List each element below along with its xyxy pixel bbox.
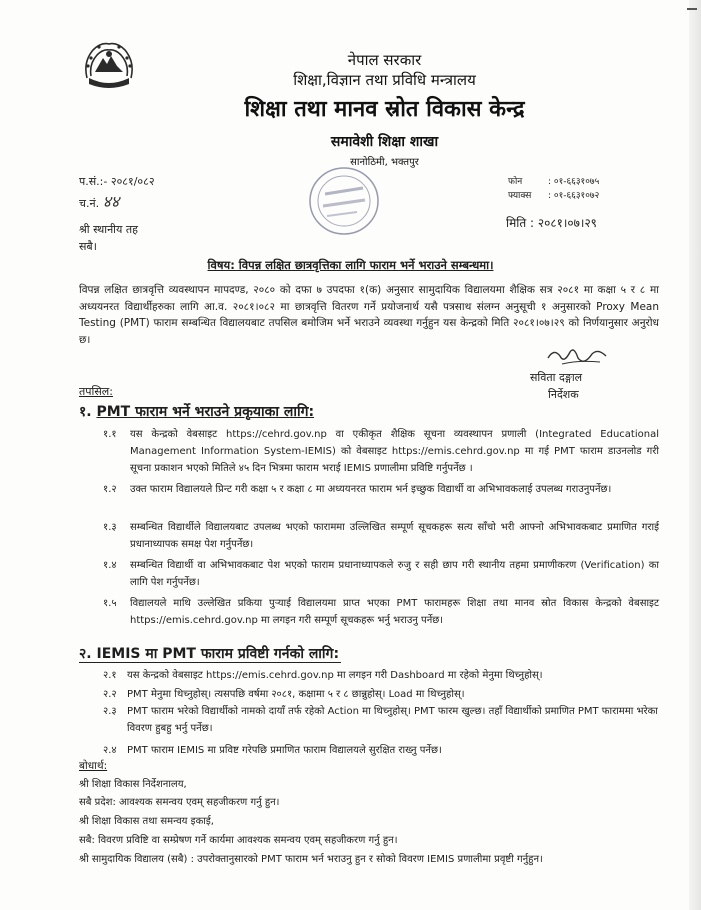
item-text: विद्यालयले माथि उल्लेखित प्रकिया पुऱ्याई विद्यालयमा प्राप्त भएका PMT फारामहरू शिक्षा तथा मानव स्रोत विकास केन्द्रको वेबसाइट https://emis.cehrd.gov.np मा लगइन गरी सम्पूर्ण सूचकहरू भर्नु भराउनु पर्नेछ।	[130, 598, 659, 626]
signatory-title: निर्देशक	[548, 388, 579, 401]
cc-label: बोधार्थ:	[79, 760, 108, 772]
dispatch-number: ४४	[102, 192, 120, 211]
signature-icon	[544, 344, 610, 370]
recipient-line-1: श्री स्थानीय तह	[79, 223, 139, 236]
fax-label: फ्याक्स	[508, 191, 532, 201]
item-number: १.४	[103, 560, 117, 571]
letter-date: मिति : २०८१।०७।२९	[506, 216, 597, 230]
list-item	[103, 667, 663, 684]
subject-line: विषय: विपन्न लक्षित छात्रवृत्तिका लागि फाराम भर्ने भराउने सम्बन्धमा।	[207, 258, 494, 272]
phone-label: फोन	[508, 177, 523, 187]
cc-line: श्री शिक्षा विकास तथा समन्वय इकाई,	[79, 816, 214, 827]
list-item	[103, 703, 663, 737]
fax-value: : ०१-६६३१०७२	[548, 191, 600, 201]
list-item	[103, 557, 659, 591]
item-text: उक्त फाराम विद्यालयले प्रिन्ट गरी कक्षा ५ र कक्षा ८ मा अध्ययनरत फाराम भर्न इच्छुक विद्यार्थी वा अभिभावकलाई उपलब्ध गराउनुपर्नेछ।	[130, 484, 612, 495]
tapsil-label: तपसिल:	[79, 385, 113, 398]
section-1-title: PMT फाराम भर्ने भराउने प्रकृयाका लागि:	[96, 404, 315, 420]
item-number: २.१	[103, 670, 117, 681]
signatory-name: सविता दङ्गाल	[530, 371, 583, 384]
item-number: १.२	[103, 484, 117, 495]
item-text: PMT फाराम IEMIS मा प्रविष्ट गरेपछि प्रमाणित फाराम विद्यालयले सुरक्षित राख्नु पर्नेछ।	[127, 745, 442, 756]
item-number: २.२	[103, 689, 117, 700]
item-number: १.३	[103, 522, 117, 533]
section-2-underline	[79, 662, 341, 663]
item-text: PMT मेनुमा थिच्नुहोस्। त्यसपछि वर्षमा २०८१, कक्षामा ५ र ८ छान्नुहोस्। Load मा थिच्नुहोस्।	[127, 689, 465, 700]
item-number: १.१	[103, 429, 117, 440]
item-number: १.५	[103, 598, 117, 609]
section-1-number: १.	[79, 404, 92, 420]
item-text: यस केन्द्रको वेबसाइट https://cehrd.gov.np वा एकीकृत शैक्षिक सूचना व्यवस्थापन प्रणाली (Integrated Educational Management Information System-IEMIS) को वेबसाइट https://emis.cehrd.gov.np मा गई PMT फाराम डाउनलोड गरी सूचना प्रकाशन भएको मितिले ४५ दिन भित्रमा फाराम भराई IEMIS प्रणालीमा प्रविष्टि गर्नुपर्नेछ ।	[130, 429, 659, 474]
list-item	[103, 595, 659, 629]
list-item	[103, 742, 663, 759]
item-number: २.४	[103, 745, 117, 756]
list-item	[103, 481, 659, 498]
header-line-4: समावेशी शिक्षा शाखा	[330, 134, 439, 150]
header-address: सानोठिमी, भक्तपुर	[350, 157, 419, 168]
scan-mark	[687, 8, 697, 10]
item-text: सम्बन्धित विद्यार्थी वा अभिभावकबाट पेश भएको फाराम प्रधानाध्यापकले रुजु र सही छाप गरी स्थानीय तहमा प्रमाणीकरण (Verification) का लागि पेश गर्नुपर्नेछ।	[130, 560, 659, 588]
section-2-title: IEMIS मा PMT फाराम प्रविष्टी गर्नको लागि:	[96, 646, 340, 662]
section-2-number: २.	[79, 646, 92, 662]
header-line-1: नेपाल सरकार	[347, 51, 422, 69]
recipient-line-2: सबै।	[79, 240, 97, 253]
phone-value: : ०१-६६३१०७५	[548, 177, 600, 187]
header-line-3: शिक्षा तथा मानव स्रोत विकास केन्द्र	[244, 97, 525, 122]
cc-line: सबै: विवरण प्रविष्टि वा सम्प्रेषण गर्ने कार्यमा आवश्यक समन्वय एवम् सहजीकरण गर्नु हुन।	[79, 835, 398, 846]
item-text: सम्बन्धित विद्यार्थीले विद्यालयबाट उपलब्ध भएको फाराममा उल्लिखित सम्पूर्ण सूचकहरू सत्य साँचो भरी आफ्नो अभिभावकबाट प्रमाणित गराई प्रधानाध्यापक समक्ष पेश गर्नुपर्नेछ।	[130, 522, 659, 550]
dispatch-label: च.नं.	[79, 197, 100, 210]
cc-line: सबै प्रदेश: आवश्यक समन्वय एवम् सहजीकरण गर्नु हुन।	[79, 797, 280, 808]
list-item	[103, 686, 663, 703]
item-text: यस केन्द्रको वेबसाइट https://emis.cehrd.gov.np मा लगइन गरी Dashboard मा रहेको मेनुमा थिच्नुहोस्।	[127, 670, 543, 681]
office-stamp-icon	[305, 164, 383, 238]
item-number: २.३	[103, 706, 117, 717]
item-text: PMT फाराम भरेको विद्यार्थीको नामको दायाँ तर्फ रहेको Action मा थिच्नुहोस्। PMT फारम खुल्छ। तहाँ विद्यार्थीको प्रमाणित PMT फाराममा भरेका विवरण हुबहु भर्नु पर्नेछ।	[127, 706, 658, 734]
header-line-2: शिक्षा,विज्ञान तथा प्रविधि मन्त्रालय	[293, 71, 476, 89]
list-item	[103, 519, 659, 553]
section-1-heading	[79, 402, 314, 421]
dispatch-number-row	[79, 190, 119, 212]
letter-number: प.सं.:- २०८१/०८२	[79, 175, 155, 188]
cc-line: श्री सामुदायिक विद्यालय (सबै) : उपरोक्तानुसारको PMT फाराम भर्न भराउनु हुन र सोको विवरण IEMIS प्रणालीमा प्रवृष्टी गर्नुहुन।	[79, 854, 543, 865]
list-item	[103, 426, 659, 477]
section-2-heading	[79, 644, 339, 663]
cc-line: श्री शिक्षा विकास निर्देशनालय,	[79, 779, 187, 790]
body-paragraph: विपन्न लक्षित छात्रवृत्ति व्यवस्थापन मापदण्ड, २०८० को दफा ७ उपदफा १(क) अनुसार सामुदायिक विद्यालयमा शैक्षिक सत्र २०८१ मा कक्षा ५ र ८ मा अध्ययनरत विद्यार्थीहरुका लागि आ.व. २०८१।०८२ मा छात्रवृत्ति वितरण गर्ने प्रयोजनार्थ यसै पत्रसाथ संलग्न अनुसूची १ अनुसारको Proxy Mean Testing (PMT) फाराम सम्बन्धित विद्यालयबाट तपसिल बमोजिम भर्ने भराउने व्यवस्था गर्नुहुन यस केन्द्रको मिति २०८१।०७।२९ को निर्णयानुसार अनुरोध छ।	[79, 284, 659, 346]
